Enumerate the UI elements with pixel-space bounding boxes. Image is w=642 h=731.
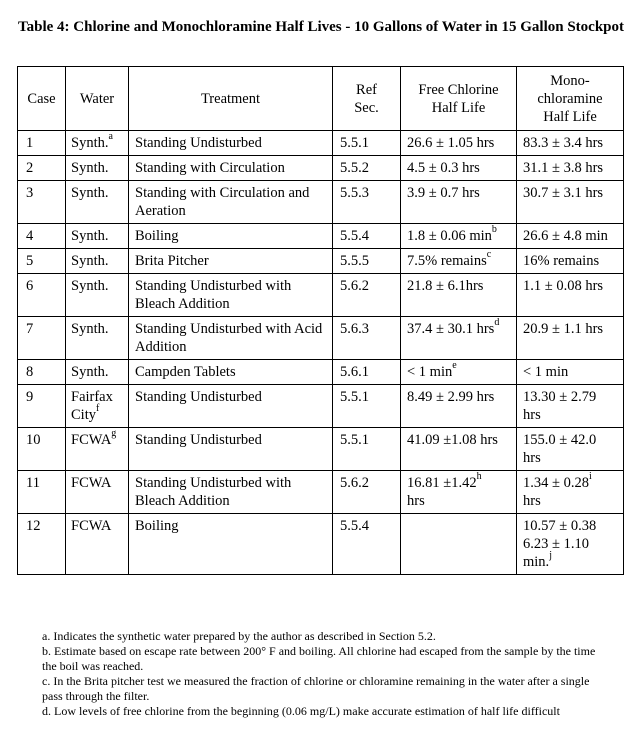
cell-monochloramine-text: 30.7 ± 3.1 hrs bbox=[523, 185, 604, 201]
cell-case bbox=[18, 385, 66, 428]
cell-ref-sec-text: 5.6.2 bbox=[340, 475, 369, 491]
cell-water-text: Synth. bbox=[71, 160, 109, 176]
cell-monochloramine-text: 155.0 ± 42.0 hrs bbox=[523, 432, 597, 466]
table-row bbox=[18, 471, 624, 514]
cell-free-chlorine-unit: hrs bbox=[407, 493, 425, 509]
cell-water bbox=[66, 317, 129, 360]
cell-case bbox=[18, 131, 66, 156]
table-body bbox=[18, 131, 624, 575]
cell-water bbox=[66, 514, 129, 575]
cell-water-text: Synth. bbox=[71, 253, 109, 269]
table-row bbox=[18, 156, 624, 181]
cell-monochloramine-text: 1.34 ± 0.28 bbox=[523, 475, 589, 491]
footnote: c. In the Brita pitcher test we measured the fraction of chlorine or chloramine remaining in the water after a single pass through the filter. bbox=[42, 674, 590, 703]
footnote-marker: g bbox=[111, 428, 117, 440]
table-row bbox=[18, 428, 624, 471]
cell-case bbox=[18, 181, 66, 224]
cell-treatment-text: Standing with Circulation bbox=[135, 160, 285, 176]
cell-monochloramine-text: 20.9 ± 1.1 hrs bbox=[523, 321, 604, 337]
footnote-marker: a bbox=[108, 131, 113, 143]
cell-water bbox=[66, 156, 129, 181]
cell-free-chlorine bbox=[401, 249, 517, 274]
cell-case-text: 8 bbox=[26, 364, 34, 380]
cell-monochloramine bbox=[517, 471, 624, 514]
cell-monochloramine-text: 10.57 ± 0.38 6.23 ± 1.10 min. bbox=[523, 518, 597, 570]
cell-free-chlorine bbox=[401, 385, 517, 428]
cell-treatment bbox=[129, 156, 333, 181]
cell-water bbox=[66, 181, 129, 224]
footnote: d. Low levels of free chlorine from the beginning (0.06 mg/L) make accurate estimation of half life difficult bbox=[42, 704, 560, 718]
cell-ref-sec bbox=[333, 385, 401, 428]
cell-case-text: 5 bbox=[26, 253, 34, 269]
footnote-marker: b bbox=[491, 224, 497, 236]
cell-monochloramine-text: 83.3 ± 3.4 hrs bbox=[523, 135, 604, 151]
footnotes bbox=[42, 629, 610, 719]
cell-monochloramine bbox=[517, 131, 624, 156]
cell-case-text: 12 bbox=[26, 518, 41, 534]
table-row bbox=[18, 274, 624, 317]
cell-free-chlorine-text: 26.6 ± 1.05 hrs bbox=[407, 135, 495, 151]
cell-treatment-text: Campden Tablets bbox=[135, 364, 236, 380]
cell-ref-sec bbox=[333, 428, 401, 471]
cell-ref-sec-text: 5.5.4 bbox=[340, 228, 369, 244]
table-row bbox=[18, 249, 624, 274]
cell-case bbox=[18, 156, 66, 181]
cell-water-text: FCWA bbox=[71, 518, 112, 534]
cell-free-chlorine bbox=[401, 471, 517, 514]
cell-treatment bbox=[129, 360, 333, 385]
cell-treatment-text: Standing Undisturbed bbox=[135, 135, 262, 151]
footnote-marker: c bbox=[486, 249, 492, 261]
cell-ref-sec bbox=[333, 471, 401, 514]
cell-free-chlorine bbox=[401, 224, 517, 249]
cell-case-text: 3 bbox=[26, 185, 34, 201]
header-ref-sec: Ref Sec. bbox=[333, 67, 401, 131]
cell-ref-sec bbox=[333, 274, 401, 317]
cell-water bbox=[66, 249, 129, 274]
cell-monochloramine bbox=[517, 385, 624, 428]
cell-case bbox=[18, 428, 66, 471]
cell-water-text: Synth. bbox=[71, 228, 109, 244]
table-row bbox=[18, 317, 624, 360]
cell-case-text: 4 bbox=[26, 228, 34, 244]
cell-monochloramine-text: 1.1 ± 0.08 hrs bbox=[523, 278, 604, 294]
cell-treatment-text: Boiling bbox=[135, 518, 179, 534]
cell-ref-sec bbox=[333, 224, 401, 249]
cell-ref-sec bbox=[333, 317, 401, 360]
cell-case bbox=[18, 471, 66, 514]
cell-treatment bbox=[129, 471, 333, 514]
footnote-marker: d bbox=[494, 317, 500, 329]
footnote-marker: i bbox=[588, 471, 592, 483]
header-row bbox=[18, 67, 624, 131]
cell-case-text: 1 bbox=[26, 135, 34, 151]
cell-water bbox=[66, 471, 129, 514]
cell-water bbox=[66, 274, 129, 317]
cell-monochloramine bbox=[517, 181, 624, 224]
cell-case-text: 7 bbox=[26, 321, 34, 337]
cell-water-text: FCWA bbox=[71, 432, 112, 448]
cell-treatment-text: Brita Pitcher bbox=[135, 253, 209, 269]
cell-water bbox=[66, 428, 129, 471]
footnote: a. Indicates the synthetic water prepared by the author as described in Section 5.2. bbox=[42, 629, 436, 643]
cell-treatment-text: Standing Undisturbed with Acid Addition bbox=[135, 321, 323, 355]
cell-water-text: Synth. bbox=[71, 321, 109, 337]
cell-treatment-text: Standing Undisturbed with Bleach Addition bbox=[135, 475, 292, 509]
table-row bbox=[18, 224, 624, 249]
footnote-marker: e bbox=[452, 360, 457, 372]
cell-free-chlorine-text: 21.8 ± 6.1hrs bbox=[407, 278, 484, 294]
cell-treatment bbox=[129, 385, 333, 428]
cell-monochloramine bbox=[517, 156, 624, 181]
table-title: Table 4: Chlorine and Monochloramine Half Lives - 10 Gallons of Water in 15 Gallon Stockpot bbox=[17, 19, 625, 35]
cell-free-chlorine-text: 1.8 ± 0.06 min bbox=[407, 228, 492, 244]
cell-treatment bbox=[129, 181, 333, 224]
cell-free-chlorine bbox=[401, 181, 517, 224]
cell-treatment-text: Standing Undisturbed with Bleach Addition bbox=[135, 278, 292, 312]
cell-free-chlorine-text: < 1 min bbox=[407, 364, 453, 380]
cell-monochloramine-text: 26.6 ± 4.8 min bbox=[523, 228, 608, 244]
footnote: b. Estimate based on escape rate between 200° F and boiling. All chlorine had escaped from the sample by the time the boil was reached. bbox=[42, 644, 596, 673]
cell-treatment bbox=[129, 224, 333, 249]
cell-case-text: 9 bbox=[26, 389, 34, 405]
cell-case bbox=[18, 360, 66, 385]
cell-water bbox=[66, 131, 129, 156]
cell-treatment bbox=[129, 274, 333, 317]
cell-monochloramine bbox=[517, 514, 624, 575]
cell-case-text: 11 bbox=[26, 475, 40, 491]
cell-free-chlorine-text: 7.5% remains bbox=[407, 253, 487, 269]
header-free-chlorine: Free Chlorine Half Life bbox=[401, 67, 517, 131]
cell-water bbox=[66, 360, 129, 385]
cell-monochloramine-text: < 1 min bbox=[523, 364, 569, 380]
footnote-marker: j bbox=[549, 550, 552, 562]
cell-free-chlorine-text: 41.09 ±1.08 hrs bbox=[407, 432, 498, 448]
cell-water-text: Fairfax City bbox=[71, 389, 113, 423]
cell-monochloramine-text: 31.1 ± 3.8 hrs bbox=[523, 160, 604, 176]
cell-water-text: Synth. bbox=[71, 364, 109, 380]
cell-case-text: 10 bbox=[26, 432, 41, 448]
cell-free-chlorine bbox=[401, 317, 517, 360]
cell-case bbox=[18, 224, 66, 249]
cell-monochloramine-unit: hrs bbox=[523, 493, 541, 509]
cell-ref-sec-text: 5.5.3 bbox=[340, 185, 369, 201]
cell-free-chlorine-text: 37.4 ± 30.1 hrs bbox=[407, 321, 495, 337]
cell-monochloramine bbox=[517, 249, 624, 274]
cell-free-chlorine bbox=[401, 360, 517, 385]
cell-treatment bbox=[129, 428, 333, 471]
cell-monochloramine bbox=[517, 360, 624, 385]
cell-treatment bbox=[129, 514, 333, 575]
cell-case bbox=[18, 274, 66, 317]
cell-ref-sec bbox=[333, 156, 401, 181]
cell-ref-sec bbox=[333, 249, 401, 274]
cell-free-chlorine-text: 3.9 ± 0.7 hrs bbox=[407, 185, 480, 201]
footnote-marker: h bbox=[476, 471, 482, 483]
cell-ref-sec-text: 5.6.1 bbox=[340, 364, 369, 380]
cell-ref-sec-text: 5.5.1 bbox=[340, 432, 369, 448]
cell-case bbox=[18, 317, 66, 360]
cell-ref-sec bbox=[333, 360, 401, 385]
cell-ref-sec bbox=[333, 131, 401, 156]
cell-ref-sec-text: 5.5.5 bbox=[340, 253, 369, 269]
footnote-marker: f bbox=[95, 403, 100, 415]
cell-free-chlorine-text: 4.5 ± 0.3 hrs bbox=[407, 160, 480, 176]
cell-ref-sec-text: 5.5.1 bbox=[340, 389, 369, 405]
table-row bbox=[18, 360, 624, 385]
table-row bbox=[18, 514, 624, 575]
cell-free-chlorine bbox=[401, 156, 517, 181]
cell-treatment bbox=[129, 317, 333, 360]
cell-ref-sec-text: 5.6.2 bbox=[340, 278, 369, 294]
cell-water bbox=[66, 385, 129, 428]
table-row bbox=[18, 131, 624, 156]
cell-monochloramine bbox=[517, 428, 624, 471]
cell-ref-sec bbox=[333, 181, 401, 224]
cell-free-chlorine bbox=[401, 514, 517, 575]
half-life-table bbox=[17, 66, 624, 575]
cell-treatment-text: Standing Undisturbed bbox=[135, 432, 262, 448]
cell-ref-sec-text: 5.6.3 bbox=[340, 321, 369, 337]
cell-monochloramine bbox=[517, 274, 624, 317]
cell-ref-sec-text: 5.5.1 bbox=[340, 135, 369, 151]
cell-monochloramine bbox=[517, 224, 624, 249]
cell-free-chlorine bbox=[401, 274, 517, 317]
cell-case-text: 6 bbox=[26, 278, 34, 294]
cell-treatment-text: Standing Undisturbed bbox=[135, 389, 262, 405]
cell-treatment bbox=[129, 131, 333, 156]
cell-treatment-text: Boiling bbox=[135, 228, 179, 244]
cell-case bbox=[18, 249, 66, 274]
table-row bbox=[18, 385, 624, 428]
header-case: Case bbox=[18, 67, 66, 131]
cell-water-text: FCWA bbox=[71, 475, 112, 491]
cell-case-text: 2 bbox=[26, 160, 34, 176]
cell-treatment bbox=[129, 249, 333, 274]
header-monochloramine: Mono-chloramine Half Life bbox=[517, 67, 624, 131]
cell-monochloramine-text: 13.30 ± 2.79 hrs bbox=[523, 389, 597, 423]
header-treatment: Treatment bbox=[129, 67, 333, 131]
cell-water bbox=[66, 224, 129, 249]
cell-monochloramine bbox=[517, 317, 624, 360]
cell-case bbox=[18, 514, 66, 575]
cell-free-chlorine-text: 8.49 ± 2.99 hrs bbox=[407, 389, 495, 405]
cell-water-text: Synth. bbox=[71, 278, 109, 294]
cell-free-chlorine bbox=[401, 428, 517, 471]
cell-free-chlorine bbox=[401, 131, 517, 156]
cell-monochloramine-text: 16% remains bbox=[523, 253, 600, 269]
cell-ref-sec-text: 5.5.4 bbox=[340, 518, 369, 534]
cell-free-chlorine-text: 16.81 ±1.42 bbox=[407, 475, 477, 491]
cell-ref-sec-text: 5.5.2 bbox=[340, 160, 369, 176]
cell-treatment-text: Standing with Circulation and Aeration bbox=[135, 185, 310, 219]
cell-water-text: Synth. bbox=[71, 135, 109, 151]
cell-water-text: Synth. bbox=[71, 185, 109, 201]
table-row bbox=[18, 181, 624, 224]
cell-ref-sec bbox=[333, 514, 401, 575]
header-water: Water bbox=[66, 67, 129, 131]
